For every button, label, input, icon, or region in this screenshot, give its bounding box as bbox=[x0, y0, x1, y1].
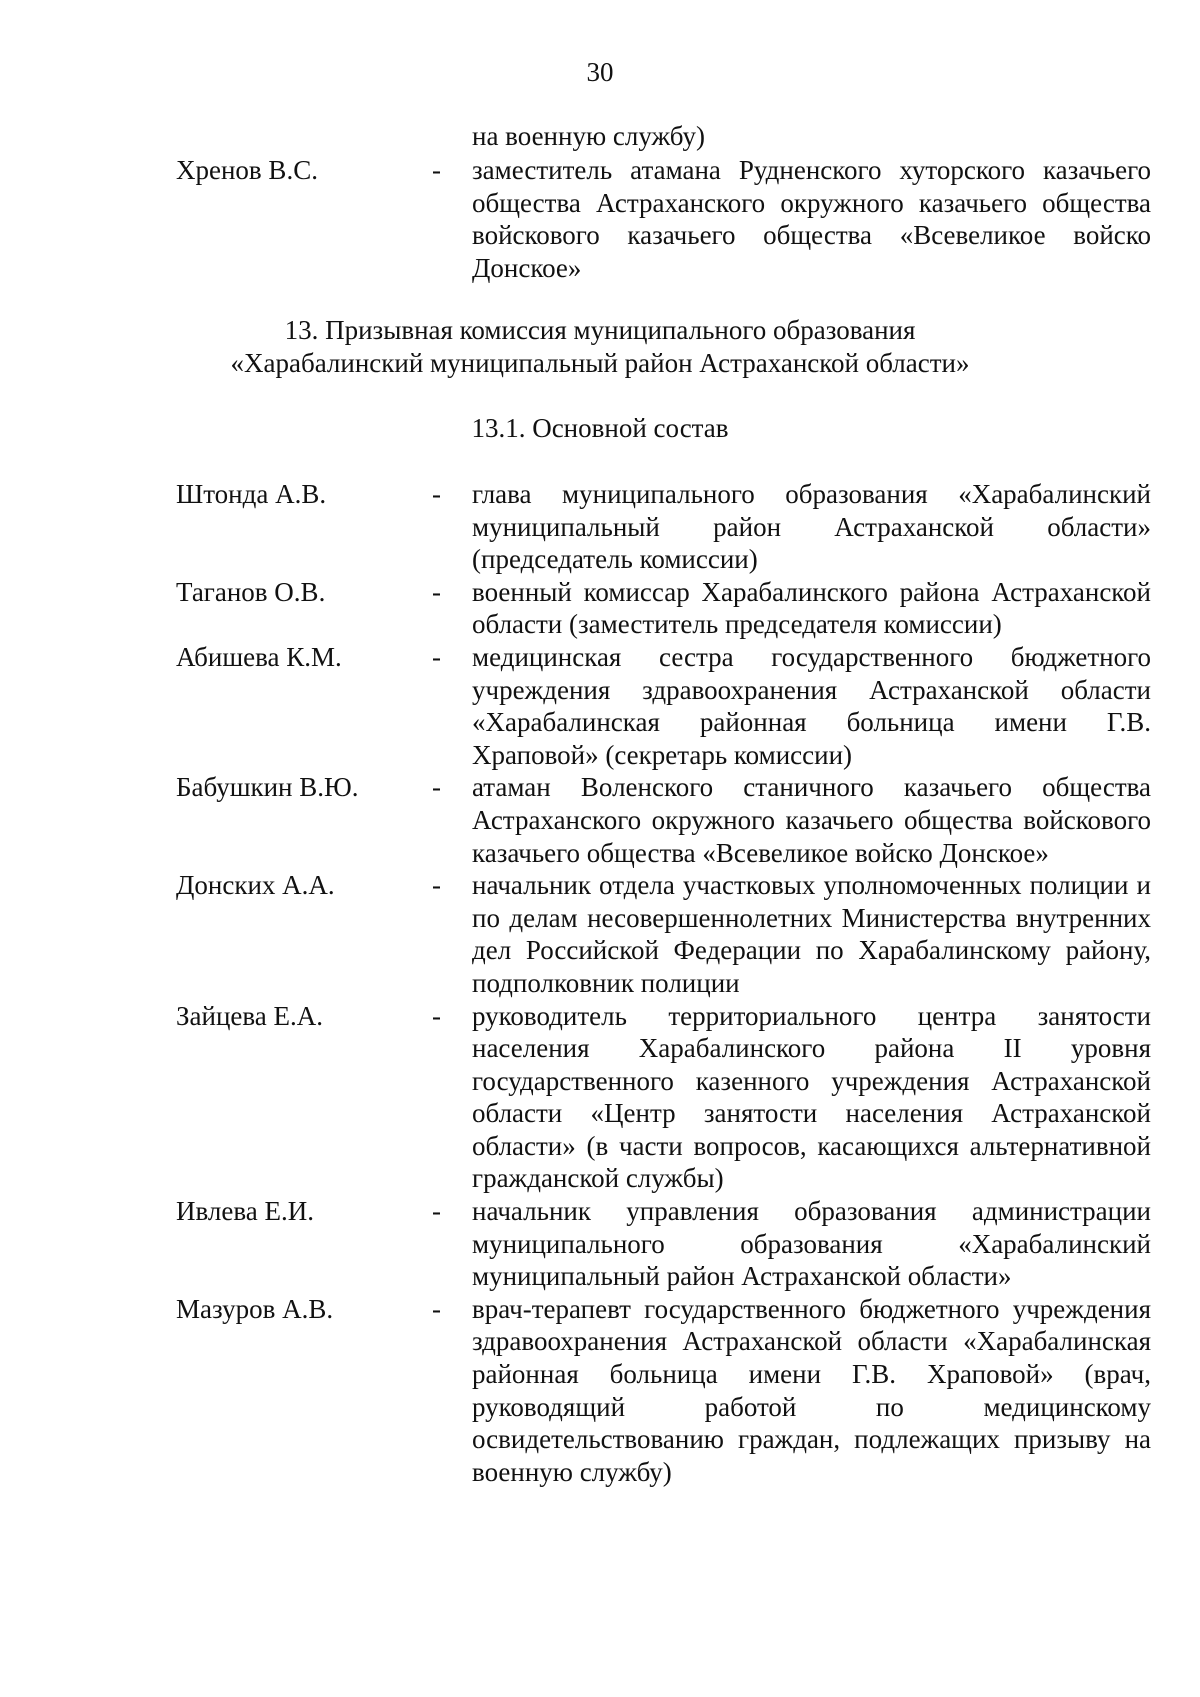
member-description: начальник отдела участковых уполномоченных полиции и по делам несовершеннолетних Министерства внутренних дел Российской Федерации по Харабалинскому району, подполковник полиции bbox=[472, 870, 1151, 998]
member-description: врач-терапевт государственного бюджетного учреждения здравоохранения Астраханской области «Харабалинская районная больница имени Г.В. Храповой» (врач, руководящий работой по медицинскому освидетельствованию граждан, подлежащих призыву на военную службу) bbox=[472, 1293, 1151, 1487]
member-row bbox=[176, 478, 1151, 576]
member-dash: - bbox=[432, 576, 441, 607]
member-dash: - bbox=[432, 641, 441, 672]
member-row bbox=[176, 154, 1151, 284]
member-row bbox=[176, 1000, 1151, 1196]
member-dash: - bbox=[432, 1293, 441, 1324]
member-dash: - bbox=[432, 479, 441, 509]
member-name: Ивлева Е.И. bbox=[176, 1196, 314, 1227]
member-row bbox=[176, 576, 1151, 641]
member-row bbox=[176, 1293, 1151, 1489]
member-description: заместитель атамана Рудненского хуторского казачьего общества Астраханского окружного казачьего общества войскового казачьего общества «Всевеликое войско Донское» bbox=[472, 155, 1151, 283]
member-description: медицинская сестра государственного бюджетного учреждения здравоохранения Астраханской области «Харабалинская районная больница имени Г.В. Храповой» (секретарь комиссии) bbox=[472, 641, 1151, 770]
member-dash: - bbox=[432, 155, 441, 185]
member-name: Мазуров А.В. bbox=[176, 1293, 334, 1324]
member-dash: - bbox=[432, 1000, 441, 1031]
member-name: Донских А.А. bbox=[176, 870, 335, 901]
member-description: глава муниципального образования «Харабалинский муниципальный район Астраханской области» (председатель комиссии) bbox=[472, 479, 1151, 575]
member-name: Зайцева Е.А. bbox=[176, 1000, 324, 1031]
member-dash: - bbox=[432, 870, 441, 901]
top-member-list bbox=[176, 154, 1151, 284]
member-dash: - bbox=[432, 772, 441, 803]
section-subtitle: 13.1. Основной состав bbox=[471, 413, 729, 443]
continuation-text: на военную службу) bbox=[472, 121, 705, 151]
member-row bbox=[176, 641, 1151, 771]
member-name: Хренов В.С. bbox=[176, 155, 318, 185]
member-name: Абишева К.М. bbox=[176, 641, 342, 672]
section-title-line2: «Харабалинский муниципальный район Астраханской области» bbox=[230, 348, 970, 378]
section-title-line1: 13. Призывная комиссия муниципального образования bbox=[284, 315, 916, 345]
member-list bbox=[176, 478, 1151, 1488]
member-description: руководитель территориального центра занятости населения Харабалинского района II уровня государственного казенного учреждения Астраханской области «Центр занятости населения Астраханской области» (в части вопросов, касающихся альтернативной гражданской службы) bbox=[472, 1000, 1151, 1194]
member-description: военный комиссар Харабалинского района Астраханской области (заместитель председателя комиссии) bbox=[472, 576, 1151, 640]
member-dash: - bbox=[432, 1196, 441, 1227]
member-description: атаман Воленского станичного казачьего общества Астраханского окружного казачьего общества войскового казачьего общества «Всевеликое войско Донское» bbox=[472, 772, 1151, 868]
member-description: начальник управления образования администрации муниципального образования «Харабалинский муниципальный район Астраханской области» bbox=[472, 1196, 1151, 1292]
member-name: Бабушкин В.Ю. bbox=[176, 772, 359, 803]
member-name: Штонда А.В. bbox=[176, 479, 327, 509]
member-row bbox=[176, 1195, 1151, 1293]
page-number: 30 bbox=[586, 57, 614, 87]
member-name: Таганов О.В. bbox=[176, 576, 326, 607]
member-row bbox=[176, 869, 1151, 999]
member-row bbox=[176, 771, 1151, 869]
